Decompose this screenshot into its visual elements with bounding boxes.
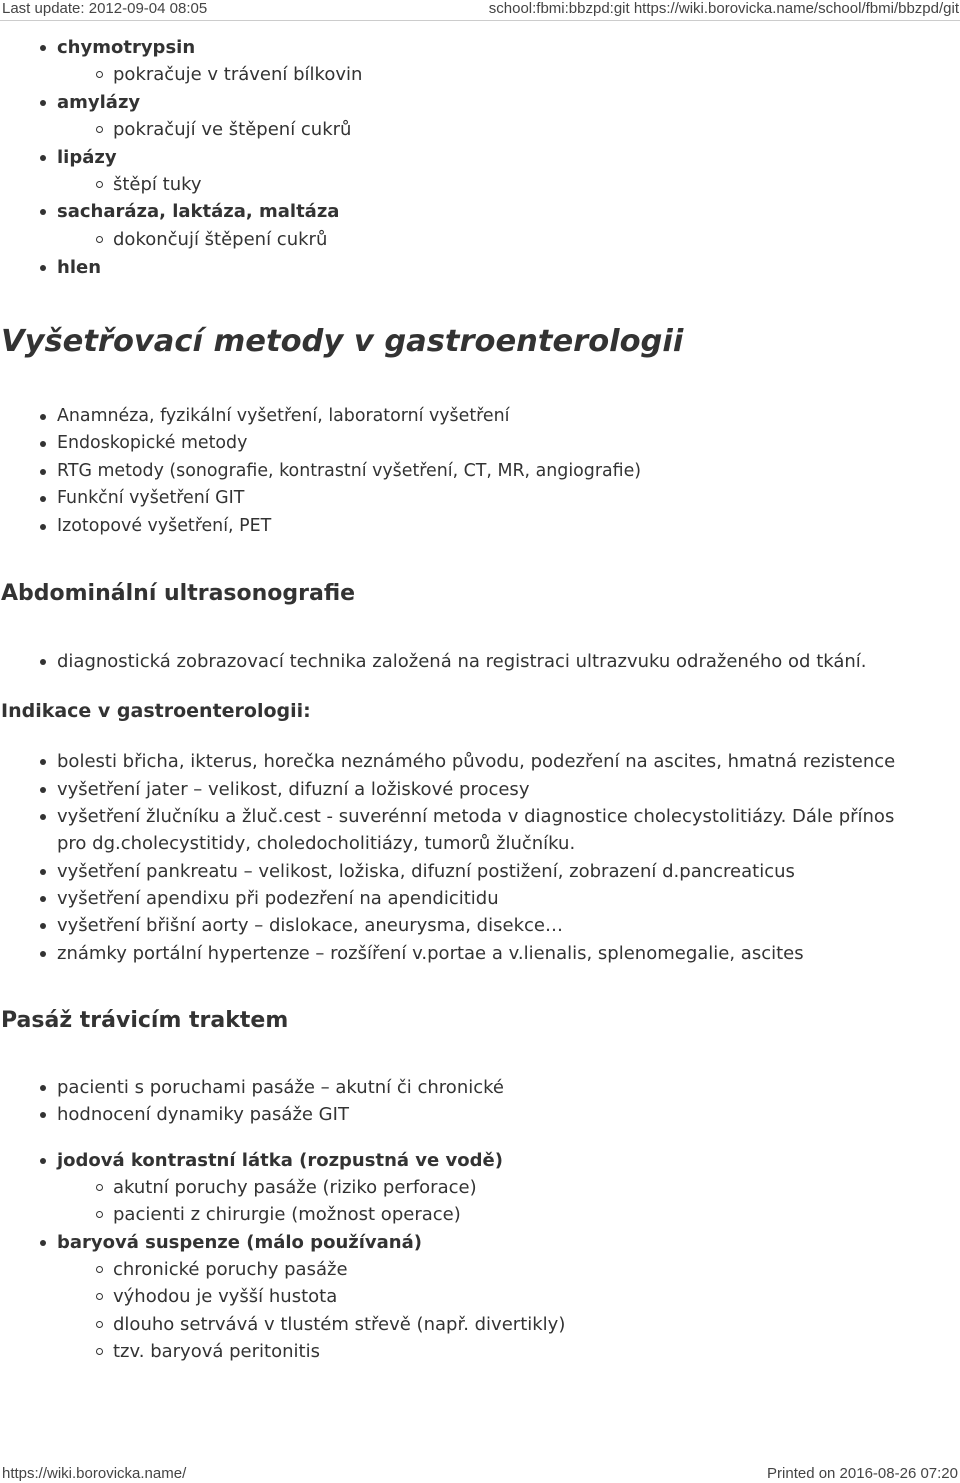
list-item: RTG metody (sonografie, kontrastní vyšetření, CT, MR, angiografie) — [57, 458, 641, 485]
page-path-url: school:fbmi:bbzpd:git https://wiki.borovicka.name/school/fbmi/bbzpd/git — [488, 0, 959, 17]
list-item: amylázy — [57, 89, 140, 116]
list-subitem: pokračuje v trávení bílkovin — [113, 61, 362, 88]
printed-on: Printed on 2016-08-26 07:20 — [767, 1465, 958, 1482]
list-item: sacharáza, laktáza, maltáza — [57, 198, 339, 225]
list-item: hodnocení dynamiky pasáže GIT — [57, 1101, 349, 1128]
list-subitem: tzv. baryová peritonitis — [113, 1338, 320, 1365]
list-item: pacienti s poruchami pasáže – akutní či chronické — [57, 1074, 504, 1101]
list-subitem: dlouho setrvává v tlustém střevě (např. divertikly) — [113, 1311, 565, 1338]
list-item: bolesti břicha, ikterus, horečka neznámého původu, podezření na ascites, hmatná rezistence — [57, 748, 895, 775]
list-subitem: dokončují štěpení cukrů — [113, 226, 327, 253]
list-item: vyšetření pankreatu – velikost, ložiska, difuzní postižení, zobrazení d.pancreaticus — [57, 858, 795, 885]
list-subitem: štěpí tuky — [113, 171, 202, 198]
last-update: Last update: 2012-09-04 08:05 — [2, 0, 208, 17]
list-subitem: výhodou je vyšší hustota — [113, 1283, 337, 1310]
list-item: známky portální hypertenze – rozšíření v.portae a v.lienalis, splenomegalie, ascites — [57, 940, 804, 967]
list-item: Endoskopické metody — [57, 430, 247, 457]
list-item: hlen — [57, 254, 101, 281]
list-item: baryová suspenze (málo používaná) — [57, 1229, 422, 1256]
footer-url: https://wiki.borovicka.name/ — [2, 1465, 187, 1482]
list-item: chymotrypsin — [57, 34, 195, 61]
indications-heading: Indikace v gastroenterologii: — [1, 700, 311, 722]
page-footer — [0, 1463, 960, 1483]
list-subitem: pacienti z chirurgie (možnost operace) — [113, 1201, 461, 1228]
list-item: Anamnéza, fyzikální vyšetření, laboratorní vyšetření — [57, 403, 509, 430]
list-item: diagnostická zobrazovací technika založená na registraci ultrazvuku odraženého od tkání. — [57, 648, 867, 675]
list-item: Funkční vyšetření GIT — [57, 485, 244, 512]
list-item: vyšetření jater – velikost, difuzní a ložiskové procesy — [57, 776, 529, 803]
page-header — [0, 0, 960, 21]
list-subitem: chronické poruchy pasáže — [113, 1256, 348, 1283]
list-item: vyšetření apendixu při podezření na apendicitidu — [57, 885, 499, 912]
list-subitem: akutní poruchy pasáže (riziko perforace) — [113, 1174, 477, 1201]
list-item: Izotopové vyšetření, PET — [57, 513, 271, 540]
list-item: vyšetření břišní aorty – dislokace, aneurysma, disekce… — [57, 912, 563, 939]
list-item: jodová kontrastní látka (rozpustná ve vodě) — [57, 1147, 503, 1174]
list-item-continuation: pro dg.cholecystitidy, choledocholitiázy, tumorů žlučníku. — [57, 833, 576, 854]
list-item: vyšetření žlučníku a žluč.cest - suverénní metoda v diagnostice cholecystolitiázy. Dále přínos — [57, 803, 894, 830]
list-item: lipázy — [57, 144, 117, 171]
list-subitem: pokračují ve štěpení cukrů — [113, 116, 351, 143]
ultrasound-heading: Abdominální ultrasonografie — [1, 581, 356, 606]
section-title: Vyšetřovací metody v gastroenterologii — [1, 324, 684, 359]
passage-heading: Pasáž trávicím traktem — [1, 1008, 289, 1033]
